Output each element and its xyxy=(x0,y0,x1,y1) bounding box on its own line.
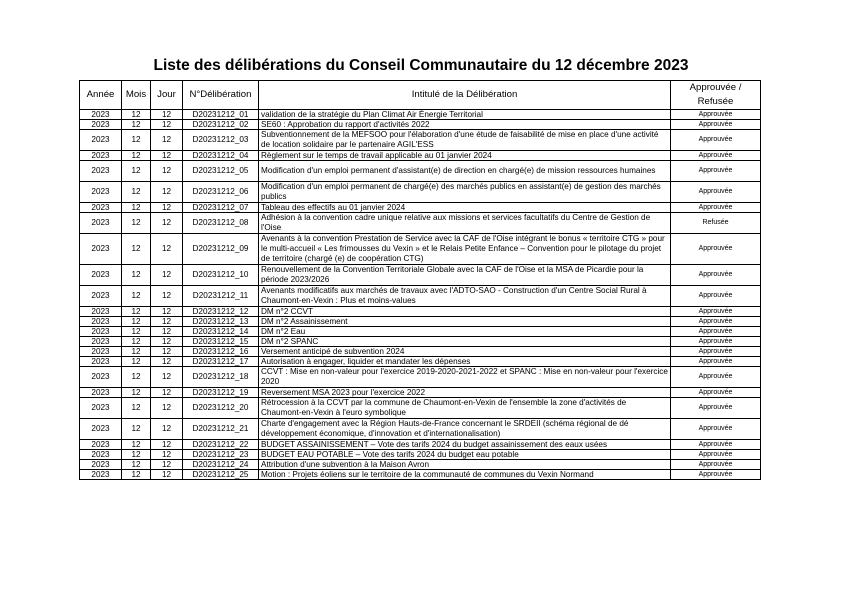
cell-numero: D20231212_15 xyxy=(183,337,259,347)
cell-jour: 12 xyxy=(151,470,183,480)
cell-mois: 12 xyxy=(122,398,151,419)
cell-mois: 12 xyxy=(122,460,151,470)
cell-annee: 2023 xyxy=(80,307,122,317)
cell-annee: 2023 xyxy=(80,440,122,450)
cell-jour: 12 xyxy=(151,398,183,419)
cell-statut: Approuvée xyxy=(671,398,761,419)
cell-statut: Approuvée xyxy=(671,419,761,440)
deliberations-table xyxy=(79,80,761,480)
cell-annee: 2023 xyxy=(80,151,122,161)
cell-mois: 12 xyxy=(122,307,151,317)
cell-annee: 2023 xyxy=(80,398,122,419)
cell-numero: D20231212_16 xyxy=(183,347,259,357)
cell-jour: 12 xyxy=(151,130,183,151)
cell-intitule: Règlement sur le temps de travail applicable au 01 janvier 2024 xyxy=(259,151,671,161)
cell-annee: 2023 xyxy=(80,120,122,130)
cell-annee: 2023 xyxy=(80,347,122,357)
cell-jour: 12 xyxy=(151,213,183,234)
cell-statut: Approuvée xyxy=(671,470,761,480)
cell-jour: 12 xyxy=(151,388,183,398)
cell-intitule: Attribution d'une subvention à la Maison Avron xyxy=(259,460,671,470)
cell-jour: 12 xyxy=(151,367,183,388)
cell-mois: 12 xyxy=(122,327,151,337)
cell-mois: 12 xyxy=(122,265,151,286)
cell-annee: 2023 xyxy=(80,286,122,307)
cell-statut: Approuvée xyxy=(671,286,761,307)
cell-annee: 2023 xyxy=(80,327,122,337)
header-statut: Approuvée / Refusée xyxy=(671,81,761,110)
cell-mois: 12 xyxy=(122,213,151,234)
cell-intitule: Avenants modificatifs aux marchés de travaux avec l'ADTO-SAO - Construction d'un Centre Social Rural à Chaumont-en-Vexin : Plus et moins-values xyxy=(259,286,671,307)
cell-intitule: DM n°2 CCVT xyxy=(259,307,671,317)
cell-jour: 12 xyxy=(151,419,183,440)
cell-intitule: BUDGET ASSAINISSEMENT – Vote des tarifs 2024 du budget assainissement des eaux usées xyxy=(259,440,671,450)
cell-annee: 2023 xyxy=(80,450,122,460)
cell-intitule: Modification d'un emploi permanent d'assistant(e) de direction en chargé(e) de mission ressources humaines xyxy=(259,161,671,182)
table-row xyxy=(80,120,761,130)
cell-jour: 12 xyxy=(151,347,183,357)
table-row xyxy=(80,151,761,161)
cell-numero: D20231212_24 xyxy=(183,460,259,470)
cell-jour: 12 xyxy=(151,234,183,265)
cell-numero: D20231212_12 xyxy=(183,307,259,317)
cell-numero: D20231212_07 xyxy=(183,203,259,213)
table-row xyxy=(80,317,761,327)
cell-jour: 12 xyxy=(151,317,183,327)
cell-mois: 12 xyxy=(122,357,151,367)
cell-mois: 12 xyxy=(122,388,151,398)
cell-statut: Approuvée xyxy=(671,120,761,130)
cell-jour: 12 xyxy=(151,265,183,286)
cell-numero: D20231212_19 xyxy=(183,388,259,398)
header-intitule: Intitulé de la Délibération xyxy=(259,81,671,110)
cell-jour: 12 xyxy=(151,286,183,307)
cell-intitule: Versement anticipé de subvention 2024 xyxy=(259,347,671,357)
cell-intitule: Rétrocession à la CCVT par la commune de Chaumont-en-Vexin de l'ensemble la zone d'activités de Chaumont-en-Vexin à l'euro symbolique xyxy=(259,398,671,419)
cell-intitule: validation de la stratégie du Plan Climat Air Énergie Territorial xyxy=(259,110,671,120)
table-row xyxy=(80,367,761,388)
cell-numero: D20231212_11 xyxy=(183,286,259,307)
cell-annee: 2023 xyxy=(80,388,122,398)
cell-mois: 12 xyxy=(122,234,151,265)
cell-mois: 12 xyxy=(122,470,151,480)
cell-intitule: SE60 : Approbation du rapport d'activités 2022 xyxy=(259,120,671,130)
cell-numero: D20231212_01 xyxy=(183,110,259,120)
table-row xyxy=(80,161,761,182)
cell-jour: 12 xyxy=(151,327,183,337)
cell-intitule: Avenants à la convention Prestation de Service avec la CAF de l'Oise intégrant le bonus « territoire CTG » pour le multi-accueil « Les frimousses du Vexin » et le Relais Petite Enfance – Convention pour le pilotage du projet de territoire (chargé (e) de coopération CTG) xyxy=(259,234,671,265)
cell-intitule: Adhésion à la convention cadre unique relative aux missions et services facultatifs du Centre de Gestion de l'Oise xyxy=(259,213,671,234)
cell-jour: 12 xyxy=(151,460,183,470)
cell-intitule: Tableau des effectifs au 01 janvier 2024 xyxy=(259,203,671,213)
cell-jour: 12 xyxy=(151,182,183,203)
table-row xyxy=(80,440,761,450)
cell-statut: Approuvée xyxy=(671,130,761,151)
cell-statut: Approuvée xyxy=(671,388,761,398)
cell-mois: 12 xyxy=(122,130,151,151)
table-row xyxy=(80,450,761,460)
cell-annee: 2023 xyxy=(80,265,122,286)
cell-statut: Approuvée xyxy=(671,367,761,388)
table-row xyxy=(80,419,761,440)
cell-statut: Approuvée xyxy=(671,317,761,327)
table-row xyxy=(80,286,761,307)
cell-annee: 2023 xyxy=(80,317,122,327)
table-header-row xyxy=(80,81,761,110)
cell-mois: 12 xyxy=(122,120,151,130)
cell-statut: Approuvée xyxy=(671,337,761,347)
cell-annee: 2023 xyxy=(80,130,122,151)
cell-intitule: Autorisation à engager, liquider et mandater les dépenses xyxy=(259,357,671,367)
table-row xyxy=(80,470,761,480)
cell-mois: 12 xyxy=(122,367,151,388)
cell-numero: D20231212_09 xyxy=(183,234,259,265)
cell-jour: 12 xyxy=(151,440,183,450)
table-row xyxy=(80,460,761,470)
cell-jour: 12 xyxy=(151,307,183,317)
cell-statut: Approuvée xyxy=(671,151,761,161)
cell-statut: Approuvée xyxy=(671,203,761,213)
table-row xyxy=(80,182,761,203)
cell-numero: D20231212_10 xyxy=(183,265,259,286)
table-row xyxy=(80,337,761,347)
cell-numero: D20231212_03 xyxy=(183,130,259,151)
table-row xyxy=(80,347,761,357)
cell-numero: D20231212_06 xyxy=(183,182,259,203)
cell-intitule: BUDGET EAU POTABLE – Vote des tarifs 2024 du budget eau potable xyxy=(259,450,671,460)
cell-statut: Approuvée xyxy=(671,450,761,460)
cell-jour: 12 xyxy=(151,203,183,213)
cell-intitule: Modification d'un emploi permanent de chargé(e) des marchés publics en assistant(e) de gestion des marchés publics xyxy=(259,182,671,203)
cell-intitule: DM n°2 Assainissement xyxy=(259,317,671,327)
cell-mois: 12 xyxy=(122,337,151,347)
cell-intitule: DM n°2 SPANC xyxy=(259,337,671,347)
cell-statut: Approuvée xyxy=(671,307,761,317)
cell-statut: Approuvée xyxy=(671,234,761,265)
cell-annee: 2023 xyxy=(80,419,122,440)
table-row xyxy=(80,203,761,213)
cell-annee: 2023 xyxy=(80,470,122,480)
cell-jour: 12 xyxy=(151,450,183,460)
cell-mois: 12 xyxy=(122,440,151,450)
cell-annee: 2023 xyxy=(80,110,122,120)
cell-annee: 2023 xyxy=(80,182,122,203)
cell-jour: 12 xyxy=(151,110,183,120)
cell-statut: Approuvée xyxy=(671,460,761,470)
header-mois: Mois xyxy=(122,81,151,110)
table-row xyxy=(80,307,761,317)
cell-statut: Approuvée xyxy=(671,265,761,286)
cell-annee: 2023 xyxy=(80,460,122,470)
cell-jour: 12 xyxy=(151,337,183,347)
cell-mois: 12 xyxy=(122,347,151,357)
table-row xyxy=(80,265,761,286)
cell-numero: D20231212_14 xyxy=(183,327,259,337)
cell-intitule: DM n°2 Eau xyxy=(259,327,671,337)
cell-intitule: Subventionnement de la MEFSOO pour l'élaboration d'une étude de faisabilité de mise en place d'une activité de location solidaire par le partenaire AGIL'ESS xyxy=(259,130,671,151)
header-numero: N°Délibération xyxy=(183,81,259,110)
cell-intitule: Motion : Projets éoliens sur le territoire de la communauté de communes du Vexin Normand xyxy=(259,470,671,480)
cell-mois: 12 xyxy=(122,161,151,182)
cell-statut: Refusée xyxy=(671,213,761,234)
cell-annee: 2023 xyxy=(80,337,122,347)
cell-statut: Approuvée xyxy=(671,440,761,450)
cell-numero: D20231212_18 xyxy=(183,367,259,388)
cell-mois: 12 xyxy=(122,286,151,307)
table-row xyxy=(80,388,761,398)
cell-jour: 12 xyxy=(151,161,183,182)
cell-annee: 2023 xyxy=(80,357,122,367)
cell-statut: Approuvée xyxy=(671,347,761,357)
cell-numero: D20231212_17 xyxy=(183,357,259,367)
table-row xyxy=(80,234,761,265)
cell-intitule: CCVT : Mise en non-valeur pour l'exercice 2019-2020-2021-2022 et SPANC : Mise en non-valeur pour l'exercice 2020 xyxy=(259,367,671,388)
cell-mois: 12 xyxy=(122,317,151,327)
cell-statut: Approuvée xyxy=(671,110,761,120)
table-row xyxy=(80,327,761,337)
cell-numero: D20231212_23 xyxy=(183,450,259,460)
cell-mois: 12 xyxy=(122,419,151,440)
cell-annee: 2023 xyxy=(80,203,122,213)
cell-statut: Approuvée xyxy=(671,182,761,203)
cell-jour: 12 xyxy=(151,151,183,161)
cell-annee: 2023 xyxy=(80,161,122,182)
cell-mois: 12 xyxy=(122,203,151,213)
cell-numero: D20231212_08 xyxy=(183,213,259,234)
cell-numero: D20231212_21 xyxy=(183,419,259,440)
cell-intitule: Reversement MSA 2023 pour l'exercice 2022 xyxy=(259,388,671,398)
cell-numero: D20231212_02 xyxy=(183,120,259,130)
cell-statut: Approuvée xyxy=(671,327,761,337)
cell-jour: 12 xyxy=(151,357,183,367)
table-row xyxy=(80,110,761,120)
cell-numero: D20231212_04 xyxy=(183,151,259,161)
cell-numero: D20231212_25 xyxy=(183,470,259,480)
table-row xyxy=(80,213,761,234)
page-title: Liste des délibérations du Conseil Communautaire du 12 décembre 2023 xyxy=(153,57,689,74)
header-annee: Année xyxy=(80,81,122,110)
cell-jour: 12 xyxy=(151,120,183,130)
cell-mois: 12 xyxy=(122,110,151,120)
cell-numero: D20231212_20 xyxy=(183,398,259,419)
cell-annee: 2023 xyxy=(80,367,122,388)
cell-statut: Approuvée xyxy=(671,357,761,367)
cell-intitule: Charte d'engagement avec la Région Hauts-de-France concernant le SRDEII (schéma régional de dé développement économique, d'innovation et d'internationalisation) xyxy=(259,419,671,440)
cell-mois: 12 xyxy=(122,182,151,203)
cell-mois: 12 xyxy=(122,151,151,161)
table-row xyxy=(80,398,761,419)
cell-numero: D20231212_05 xyxy=(183,161,259,182)
cell-annee: 2023 xyxy=(80,213,122,234)
header-jour: Jour xyxy=(151,81,183,110)
cell-numero: D20231212_13 xyxy=(183,317,259,327)
cell-mois: 12 xyxy=(122,450,151,460)
cell-statut: Approuvée xyxy=(671,161,761,182)
cell-intitule: Renouvellement de la Convention Territoriale Globale avec la CAF de l'Oise et la MSA de Picardie pour la période 2023/2026 xyxy=(259,265,671,286)
table-row xyxy=(80,357,761,367)
cell-annee: 2023 xyxy=(80,234,122,265)
cell-numero: D20231212_22 xyxy=(183,440,259,450)
table-row xyxy=(80,130,761,151)
